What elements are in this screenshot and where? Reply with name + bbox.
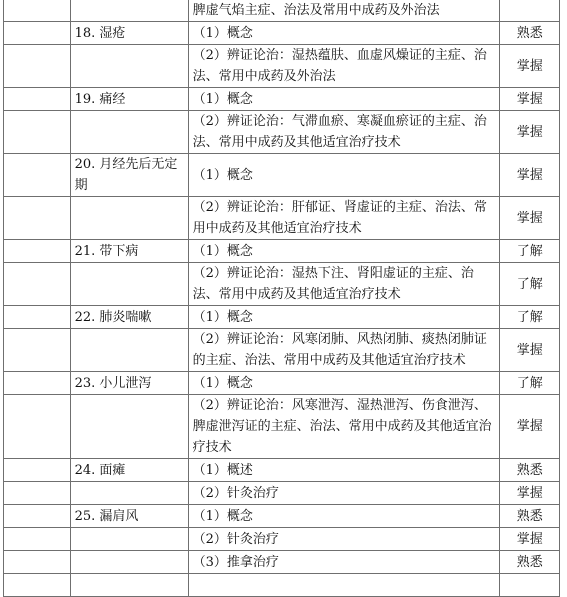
content-cell: （1）概念 bbox=[188, 372, 500, 395]
unit-cell bbox=[4, 88, 71, 111]
topic-cell: 23. 小儿泄泻 bbox=[70, 372, 188, 395]
level-cell bbox=[500, 0, 560, 22]
content-cell: （1）概念 bbox=[188, 240, 500, 263]
content-cell bbox=[188, 574, 500, 597]
topic-cell: 18. 湿疮 bbox=[70, 22, 188, 45]
level-cell: 了解 bbox=[500, 372, 560, 395]
topic-cell bbox=[70, 574, 188, 597]
content-cell: （2）辨证论治：风寒闭肺、风热闭肺、痰热闭肺证的主症、治法、常用中成药及其他适宜治疗技术 bbox=[188, 329, 500, 372]
unit-cell bbox=[4, 45, 71, 88]
content-cell: （3）推拿治疗 bbox=[188, 551, 500, 574]
unit-cell bbox=[4, 505, 71, 528]
topic-cell: 20. 月经先后无定期 bbox=[70, 154, 188, 197]
unit-cell bbox=[4, 197, 71, 240]
table-row bbox=[4, 574, 560, 597]
table-row bbox=[4, 482, 560, 505]
content-cell: （2）辨证论治：湿热下注、肾阳虚证的主症、治法、常用中成药及其他适宜治疗技术 bbox=[188, 263, 500, 306]
level-cell: 掌握 bbox=[500, 482, 560, 505]
syllabus-table-body bbox=[4, 0, 560, 597]
content-cell: 脾虚气焰主症、治法及常用中成药及外治法 bbox=[188, 0, 500, 22]
unit-cell bbox=[4, 395, 71, 459]
level-cell: 掌握 bbox=[500, 329, 560, 372]
topic-cell bbox=[70, 111, 188, 154]
table-row bbox=[4, 240, 560, 263]
unit-cell bbox=[4, 551, 71, 574]
content-cell: （1）概念 bbox=[188, 22, 500, 45]
table-row bbox=[4, 111, 560, 154]
unit-cell bbox=[4, 459, 71, 482]
level-cell: 熟悉 bbox=[500, 505, 560, 528]
topic-cell bbox=[70, 551, 188, 574]
table-row bbox=[4, 395, 560, 459]
unit-cell bbox=[4, 154, 71, 197]
table-row bbox=[4, 22, 560, 45]
syllabus-table bbox=[3, 0, 560, 597]
level-cell: 了解 bbox=[500, 263, 560, 306]
table-row bbox=[4, 306, 560, 329]
topic-cell bbox=[70, 395, 188, 459]
topic-cell bbox=[70, 197, 188, 240]
level-cell: 熟悉 bbox=[500, 459, 560, 482]
level-cell: 掌握 bbox=[500, 395, 560, 459]
level-cell: 熟悉 bbox=[500, 22, 560, 45]
level-cell: 了解 bbox=[500, 240, 560, 263]
topic-cell bbox=[70, 45, 188, 88]
unit-cell bbox=[4, 240, 71, 263]
table-row bbox=[4, 459, 560, 482]
table-row bbox=[4, 197, 560, 240]
topic-cell: 22. 肺炎喘嗽 bbox=[70, 306, 188, 329]
unit-cell bbox=[4, 329, 71, 372]
level-cell bbox=[500, 574, 560, 597]
table-row bbox=[4, 88, 560, 111]
level-cell: 掌握 bbox=[500, 45, 560, 88]
level-cell: 掌握 bbox=[500, 197, 560, 240]
content-cell: （1）概念 bbox=[188, 306, 500, 329]
content-cell: （1）概念 bbox=[188, 88, 500, 111]
content-cell: （2）辨证论治：湿热蕴肤、血虚风燥证的主症、治法、常用中成药及外治法 bbox=[188, 45, 500, 88]
level-cell: 掌握 bbox=[500, 154, 560, 197]
table-row bbox=[4, 263, 560, 306]
level-cell: 掌握 bbox=[500, 88, 560, 111]
topic-cell: 19. 痛经 bbox=[70, 88, 188, 111]
unit-cell bbox=[4, 263, 71, 306]
topic-cell bbox=[70, 329, 188, 372]
level-cell: 熟悉 bbox=[500, 551, 560, 574]
content-cell: （2）针灸治疗 bbox=[188, 528, 500, 551]
topic-cell bbox=[70, 0, 188, 22]
content-cell: （1）概念 bbox=[188, 505, 500, 528]
table-row bbox=[4, 329, 560, 372]
unit-cell bbox=[4, 22, 71, 45]
content-cell: （1）概述 bbox=[188, 459, 500, 482]
topic-cell: 25. 漏肩风 bbox=[70, 505, 188, 528]
content-cell: （2）针灸治疗 bbox=[188, 482, 500, 505]
unit-cell bbox=[4, 574, 71, 597]
topic-cell bbox=[70, 482, 188, 505]
table-row bbox=[4, 505, 560, 528]
topic-cell bbox=[70, 528, 188, 551]
topic-cell: 24. 面瘫 bbox=[70, 459, 188, 482]
table-row bbox=[4, 0, 560, 22]
table-row bbox=[4, 528, 560, 551]
unit-cell bbox=[4, 528, 71, 551]
unit-cell bbox=[4, 372, 71, 395]
content-cell: （2）辨证论治：气滞血瘀、寒凝血瘀证的主症、治法、常用中成药及其他适宜治疗技术 bbox=[188, 111, 500, 154]
unit-cell bbox=[4, 0, 71, 22]
unit-cell bbox=[4, 306, 71, 329]
level-cell: 掌握 bbox=[500, 528, 560, 551]
content-cell: （1）概念 bbox=[188, 154, 500, 197]
level-cell: 掌握 bbox=[500, 111, 560, 154]
content-cell: （2）辨证论治：风寒泄泻、湿热泄泻、伤食泄泻、脾虚泄泻证的主症、治法、常用中成药及其他适宜治疗技术 bbox=[188, 395, 500, 459]
topic-cell bbox=[70, 263, 188, 306]
unit-cell bbox=[4, 111, 71, 154]
table-row bbox=[4, 154, 560, 197]
table-row bbox=[4, 551, 560, 574]
table-row bbox=[4, 45, 560, 88]
level-cell: 了解 bbox=[500, 306, 560, 329]
unit-cell bbox=[4, 482, 71, 505]
table-row bbox=[4, 372, 560, 395]
content-cell: （2）辨证论治：肝郁证、肾虚证的主症、治法、常用中成药及其他适宜治疗技术 bbox=[188, 197, 500, 240]
topic-cell: 21. 带下病 bbox=[70, 240, 188, 263]
